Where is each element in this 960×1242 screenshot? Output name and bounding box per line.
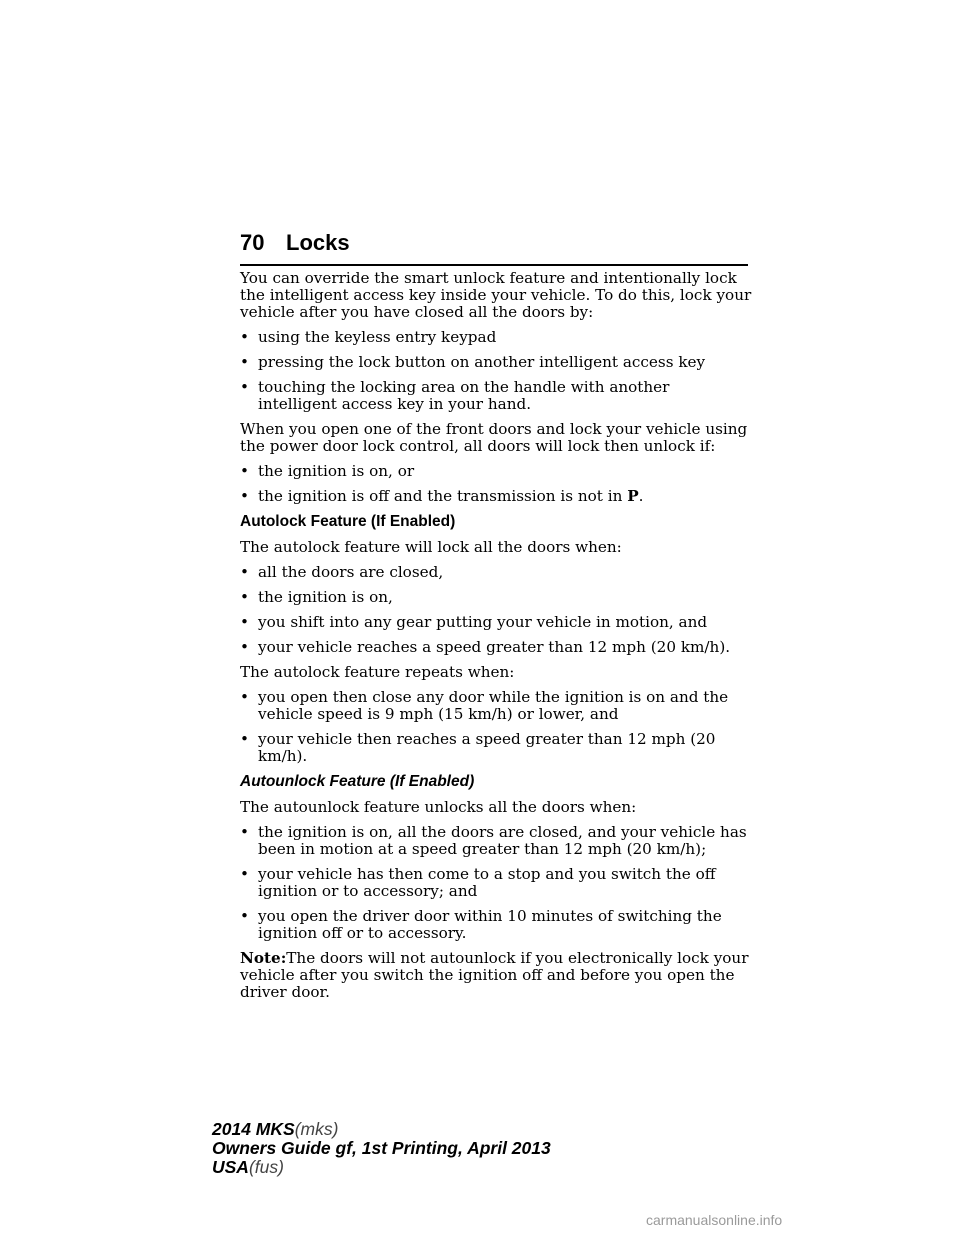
bullet-icon: • [240, 730, 249, 748]
autolock-repeat-intro: The autolock feature repeats when: [240, 663, 515, 681]
page-number: 70 [240, 230, 265, 255]
list-item-text: the ignition is off and the transmission is not in [258, 487, 623, 505]
list-item-text: the ignition is on, all the doors are closed, and your vehicle has been in motion at a speed greater than 12 mph (20 km/h); [258, 823, 747, 858]
list-item-text: your vehicle reaches a speed greater than 12 mph (20 km/h). [258, 638, 731, 656]
page-header [240, 228, 748, 266]
list-item-text: you open the driver door within 10 minutes of switching the ignition off or to accessory. [258, 907, 722, 942]
list-item [240, 639, 752, 656]
footer-market: USA [212, 1157, 249, 1177]
list-item-text: the ignition is on, or [258, 462, 415, 480]
bullet-icon: • [240, 328, 249, 346]
bullet-icon: • [240, 613, 249, 631]
list-item-text: your vehicle has then come to a stop and you switch the off ignition or to accessory; and [258, 865, 716, 900]
footer-printing: Owners Guide gf, 1st Printing, April 2013 [212, 1138, 551, 1158]
list-item-text: the ignition is on, [258, 588, 393, 606]
watermark: carmanualsonline.info [646, 1212, 783, 1228]
list-item [240, 329, 752, 346]
list-item [240, 564, 752, 581]
bullet-icon: • [240, 378, 249, 396]
list-item [240, 379, 752, 413]
list-item-text: you open then close any door while the ignition is on and the vehicle speed is 9 mph (15 km/h) or lower, and [258, 688, 729, 723]
footer-market-code: (fus) [248, 1157, 284, 1177]
autounlock-heading: Autounlock Feature (If Enabled) [240, 773, 475, 790]
page-content [240, 270, 752, 1009]
bullet-icon: • [240, 563, 249, 581]
footer-line-market [212, 1158, 551, 1177]
bullet-icon: • [240, 487, 249, 505]
list-item [240, 731, 752, 765]
list-item-text: all the doors are closed, [258, 563, 444, 581]
list-item [240, 908, 752, 942]
list-item-text: you shift into any gear putting your vehicle in motion, and [258, 613, 708, 631]
autolock-intro: The autolock feature will lock all the doors when: [240, 538, 622, 556]
intro-paragraph: You can override the smart unlock feature and intentionally lock the intelligent access key inside your vehicle. To do this, lock your vehicle after you have closed all the doors by: [240, 269, 752, 321]
autolock-heading: Autolock Feature (If Enabled) [240, 513, 456, 530]
list-item-text: using the keyless entry keypad [258, 328, 497, 346]
bullet-icon: • [240, 588, 249, 606]
list-item [240, 463, 752, 480]
gear-position-label: P [627, 487, 639, 505]
list-item-text: pressing the lock button on another intelligent access key [258, 353, 706, 371]
list-item-text: touching the locking area on the handle with another intelligent access key in your hand. [258, 378, 670, 413]
list-item [240, 614, 752, 631]
document-footer [212, 1120, 551, 1177]
bullet-icon: • [240, 865, 249, 883]
list-item [240, 689, 752, 723]
footer-line-model [212, 1120, 551, 1139]
list-item-period: . [638, 487, 644, 505]
note-label: Note: [240, 949, 287, 967]
list-item [240, 866, 752, 900]
list-item [240, 589, 752, 606]
list-item [240, 488, 752, 505]
bullet-icon: • [240, 823, 249, 841]
bullet-icon: • [240, 462, 249, 480]
list-item-text: your vehicle then reaches a speed greater than 12 mph (20 km/h). [258, 730, 716, 765]
bullet-icon: • [240, 907, 249, 925]
bullet-icon: • [240, 353, 249, 371]
note-paragraph [240, 950, 752, 1001]
bullet-icon: • [240, 688, 249, 706]
front-doors-paragraph: When you open one of the front doors and lock your vehicle using the power door lock control, all doors will lock then unlock if: [240, 420, 748, 455]
page-title: Locks [286, 230, 350, 255]
footer-model-code: (mks) [294, 1119, 339, 1139]
footer-model: 2014 MKS [212, 1119, 295, 1139]
bullet-icon: • [240, 638, 249, 656]
autounlock-intro: The autounlock feature unlocks all the doors when: [240, 798, 637, 816]
note-text: The doors will not autounlock if you electronically lock your vehicle after you switch the ignition off and before you open the driver door. [240, 949, 749, 1001]
list-item [240, 824, 752, 858]
list-item [240, 354, 752, 371]
